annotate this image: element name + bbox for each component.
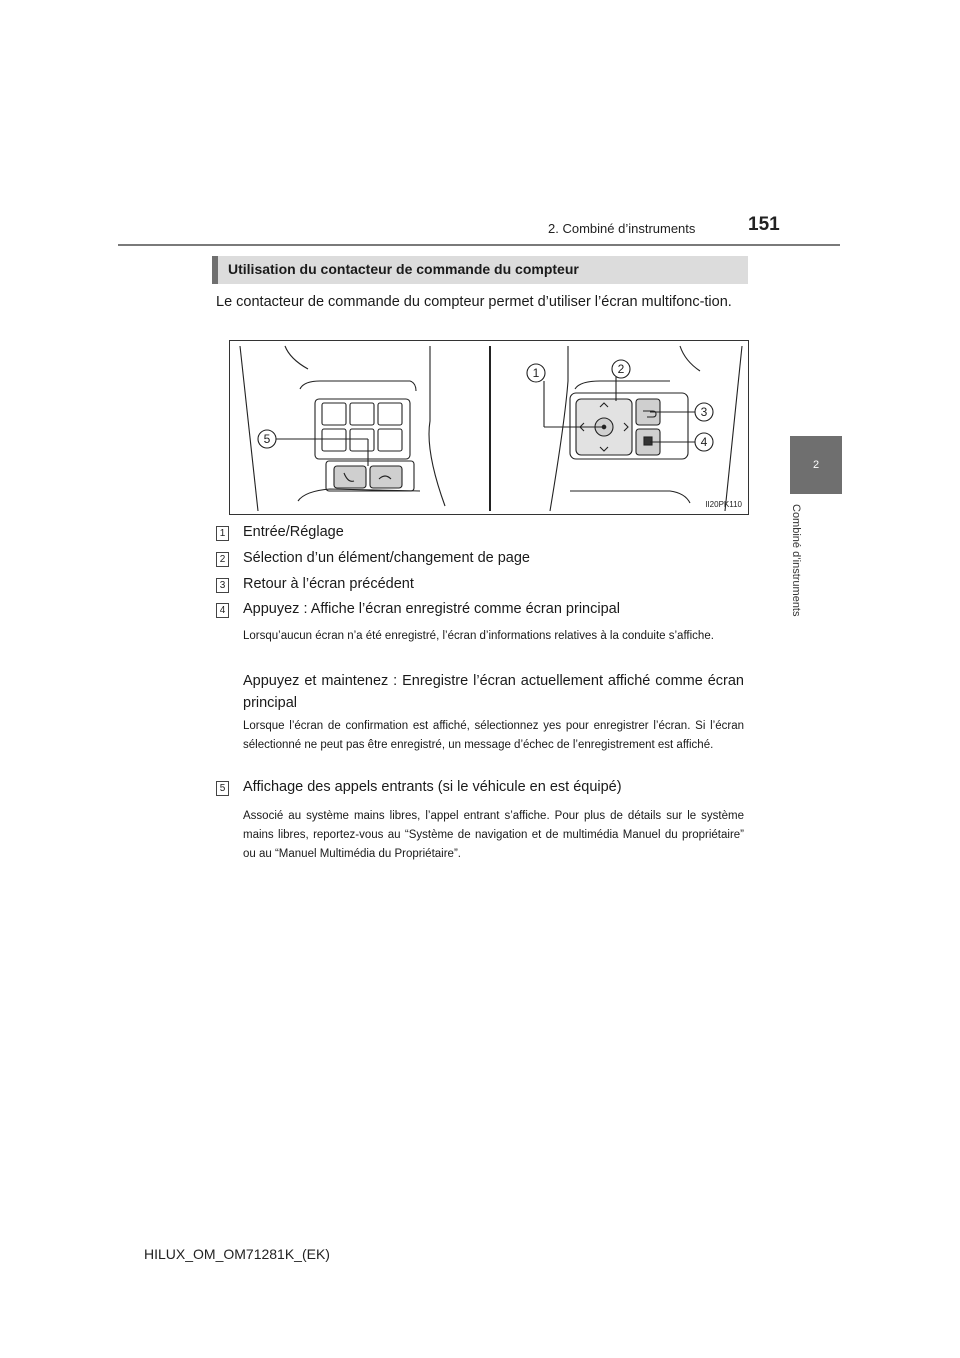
legend-item-1 bbox=[216, 524, 748, 546]
section-heading-accent bbox=[212, 256, 218, 284]
legend-text-1: Entrée/Réglage bbox=[243, 524, 344, 540]
wheel-rim-line-left-2 bbox=[550, 346, 568, 511]
legend-4-press-hold: Appuyez et maintenez : Enregistre l’écran actuellement affiché comme écran principal bbox=[243, 673, 744, 711]
header-divider bbox=[118, 244, 840, 246]
chapter-tab: 2 bbox=[790, 436, 842, 494]
legend-text-3: Retour à l’écran précédent bbox=[243, 576, 414, 592]
running-header-section: 2. Combiné d’instruments bbox=[548, 221, 696, 236]
legend-text-2: Sélection d’un élément/changement de page bbox=[243, 550, 530, 566]
callout-2-label: 2 bbox=[617, 362, 625, 376]
legend-number-4: 4 bbox=[216, 603, 229, 618]
note-5-handsfree: Associé au système mains libres, l’appel entrant s’affiche. Pour plus de détails sur le système mains libres, reportez-vous au “Système de navigation et de multimédia Manuel du propriétaire” ou au “Manuel Multimédia du Propriétaire”. bbox=[243, 810, 744, 860]
callout-1-label: 1 bbox=[532, 366, 540, 380]
legend-text-4: Appuyez : Affiche l’écran enregistré comme écran principal bbox=[243, 601, 620, 617]
page-number: 151 bbox=[748, 214, 780, 235]
phone-off-hook-switch bbox=[334, 466, 366, 488]
wheel-rim-line-left bbox=[240, 346, 258, 511]
wheel-rim-line-right-2 bbox=[725, 346, 742, 511]
legend-number-5: 5 bbox=[216, 781, 229, 796]
spoke-top-left bbox=[300, 381, 416, 391]
wheel-rim-top-left bbox=[285, 346, 308, 369]
document-footer-code: HILUX_OM_OM71281K_(EK) bbox=[144, 1246, 330, 1262]
legend-item-2 bbox=[216, 550, 748, 572]
legend-number-3: 3 bbox=[216, 578, 229, 593]
intro-paragraph: Le contacteur de commande du compteur permet d’utiliser l’écran multifonc-tion. bbox=[216, 294, 732, 310]
phone-on-hook-switch bbox=[370, 466, 402, 488]
legend-item-3 bbox=[216, 576, 748, 598]
note-4-unregistered: Lorsqu’aucun écran n’a été enregistré, l’écran d’informations relatives à la conduite s’affiche. bbox=[243, 630, 714, 642]
callout-3-label: 3 bbox=[700, 405, 708, 419]
legend-item-5 bbox=[216, 779, 748, 801]
steering-switch-illustration bbox=[229, 340, 749, 515]
callout-4-label: 4 bbox=[700, 435, 708, 449]
legend-item-4 bbox=[216, 601, 748, 623]
chapter-tab-label: Combiné d’instruments bbox=[790, 504, 802, 617]
section-heading bbox=[212, 256, 748, 284]
figure-code: II20PK110 bbox=[705, 500, 742, 509]
legend-number-1: 1 bbox=[216, 526, 229, 541]
legend-text-5: Affichage des appels entrants (si le véhicule en est équipé) bbox=[243, 779, 622, 795]
legend-number-2: 2 bbox=[216, 552, 229, 567]
steering-switch-drawing bbox=[230, 341, 750, 516]
note-4-confirmation: Lorsque l’écran de confirmation est affiché, sélectionnez yes pour enregistrer l’écran. Si l’écran sélectionné ne peut pas être enregistré, un message d’échec de l’enregistrement est affiché. bbox=[243, 720, 744, 751]
wheel-rim-line-right bbox=[429, 346, 445, 506]
callout-5-label: 5 bbox=[263, 432, 271, 446]
section-heading-title: Utilisation du contacteur de commande du compteur bbox=[228, 261, 579, 277]
